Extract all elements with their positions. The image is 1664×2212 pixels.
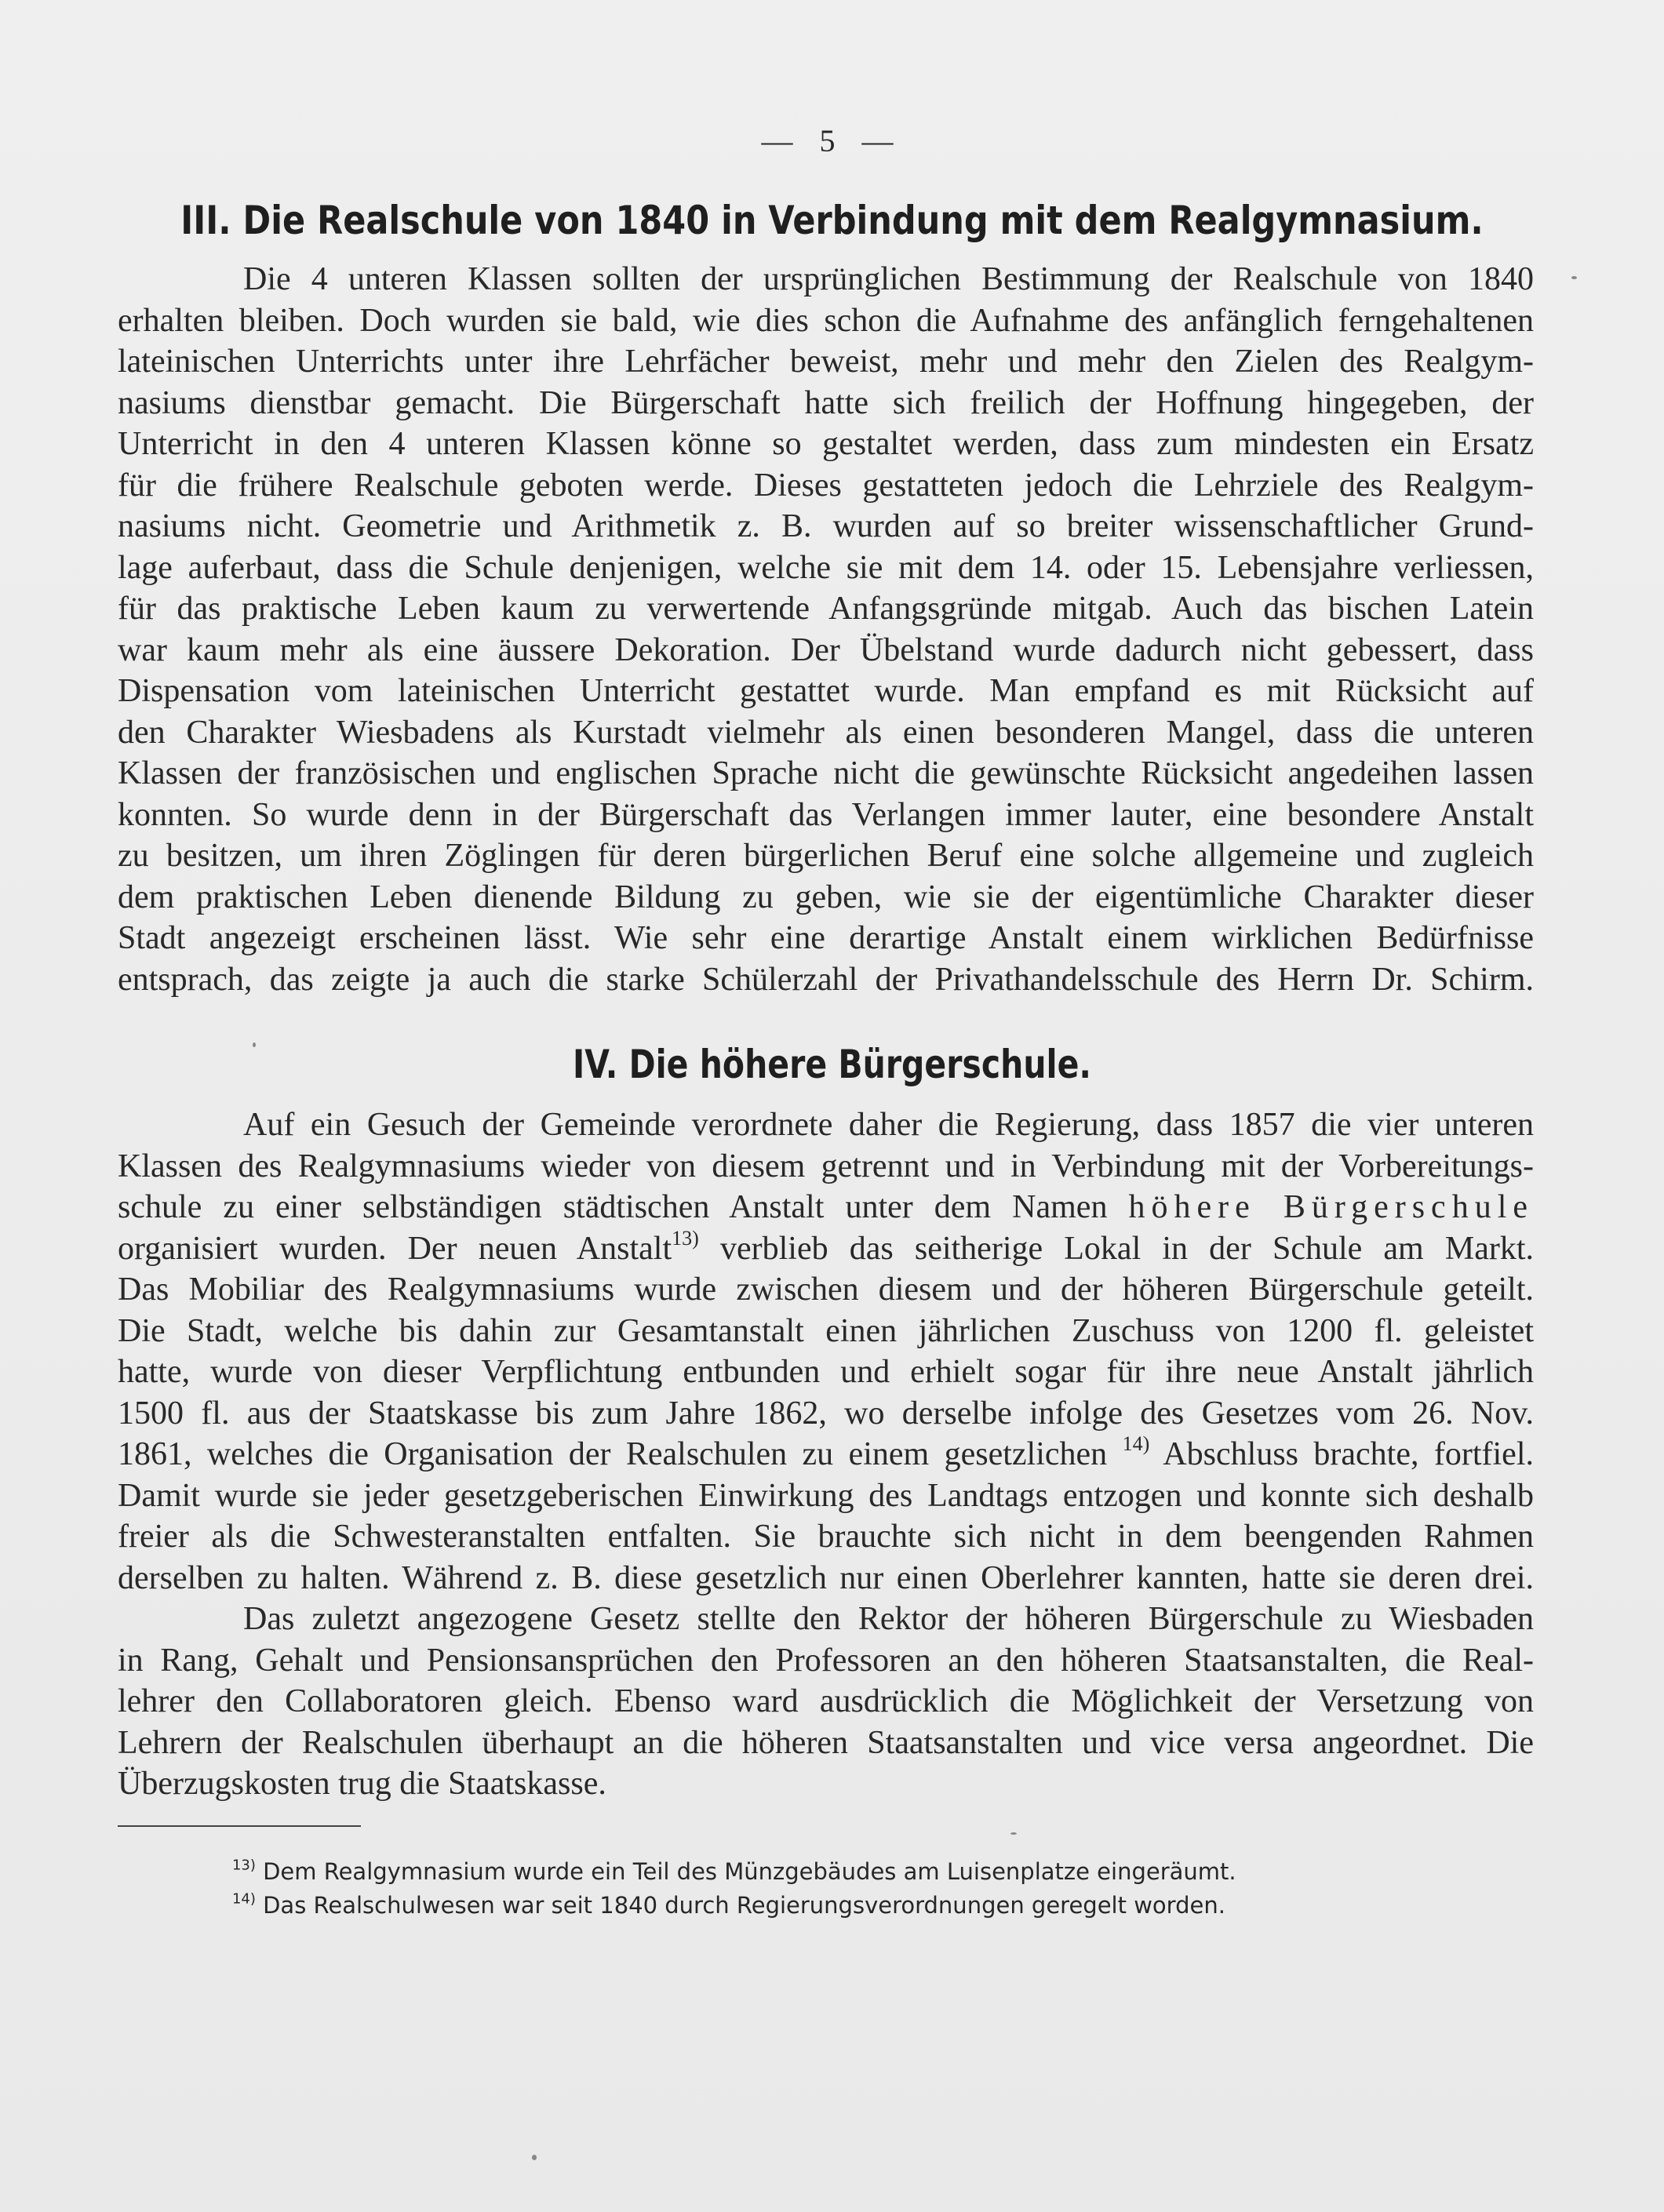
footnote-mark: 13) (232, 1857, 256, 1874)
text-line: für das praktische Leben kaum zu verwertende Anfangsgründe mitgab. Auch das bischen Latein (118, 591, 1534, 627)
section-4-heading: IV. Die höhere Bürgerschule. (573, 1042, 1091, 1087)
text-line: zu besitzen, um ihren Zöglingen für deren bürgerlichen Beruf eine solche allgemeine und zugleich (118, 838, 1534, 874)
section-3-paragraph (118, 259, 1534, 1000)
text-line: für die frühere Realschule geboten werde. Dieses gestatteten jedoch die Lehrziele des Realgym- (118, 467, 1534, 504)
scan-speck (1010, 1832, 1017, 1835)
text-line: Unterricht in den 4 unteren Klassen könne so gestaltet werden, dass zum mindesten ein Ersatz (118, 426, 1534, 462)
scan-speck (532, 2155, 537, 2160)
text-line: freier als die Schwesteranstalten entfalten. Sie brauchte sich nicht in dem beengenden Rahmen (118, 1519, 1534, 1555)
footnote-text: Das Realschulwesen war seit 1840 durch Regierungsverordnungen geregelt worden. (263, 1892, 1225, 1919)
text-line: Die 4 unteren Klassen sollten der ursprünglichen Bestimmung der Realschule von 1840 (243, 261, 1534, 297)
text-line: dem praktischen Leben dienende Bildung zu geben, wie sie der eigentümliche Charakter dieser (118, 879, 1534, 915)
footnote-divider (118, 1825, 361, 1827)
text-line: 1500 fl. aus der Staatskasse bis zum Jahre 1862, wo derselbe infolge des Gesetzes vom 26. Nov. (118, 1395, 1534, 1432)
footnote-13-reference: 13) (672, 1228, 699, 1250)
scan-speck (253, 1042, 256, 1047)
text-line: den Charakter Wiesbadens als Kurstadt vielmehr als einen besonderen Mangel, dass die unteren (118, 714, 1534, 751)
text-line: Das Mobiliar des Realgymnasiums wurde zwischen diesem und der höheren Bürgerschule geteilt. (118, 1272, 1534, 1308)
section-4-paragraph-1 (118, 1104, 1534, 1599)
footnotes (232, 1855, 1487, 1923)
section-4-paragraph-2 (118, 1599, 1534, 1805)
text-line: Die Stadt, welche bis dahin zur Gesamtanstalt einen jährlichen Zuschuss von 1200 fl. geleistet (118, 1312, 1534, 1349)
text-line: lage auferbaut, dass die Schule denjenigen, welche sie mit dem 14. oder 15. Lebensjahre verliessen, (118, 549, 1534, 586)
text-line: erhalten bleiben. Doch wurden sie bald, wie dies schon die Aufnahme des anfänglich ferngehaltenen (118, 302, 1534, 339)
text-line: Damit wurde sie jeder gesetzgeberischen Einwirkung des Landtags entzogen und konnte sich deshalb (118, 1477, 1534, 1514)
page-number: — 5 — (761, 123, 903, 158)
text-line: Das zuletzt angezogene Gesetz stellte den Rektor der höheren Bürgerschule zu Wiesbaden (243, 1601, 1534, 1637)
text-line: nasiums nicht. Geometrie und Arithmetik z. B. wurden auf so breiter wissenschaftlicher Grund- (118, 508, 1534, 544)
text-line: Überzugskosten trug die Staatskasse. (118, 1766, 606, 1802)
text-line: Dispensation vom lateinischen Unterricht gestattet wurde. Man empfand es mit Rücksicht auf (118, 673, 1534, 709)
text-line: Klassen des Realgymnasiums wieder von diesem getrennt und in Verbindung mit der Vorbereitungs- (118, 1148, 1534, 1184)
footnote-text: Dem Realgymnasium wurde ein Teil des Münzgebäudes am Luisenplatze eingeräumt. (263, 1858, 1236, 1885)
text-line: lateinischen Unterrichts unter ihre Lehrfächer beweist, mehr und mehr den Zielen des Realgym- (118, 344, 1534, 380)
text-line: Lehrern der Realschulen überhaupt an die höheren Staatsanstalten und vice versa angeordnet. Die (118, 1724, 1534, 1761)
text-line: in Rang, Gehalt und Pensionsansprüchen den Professoren an den höheren Staatsanstalten, die Real- (118, 1642, 1534, 1679)
footnote-14-reference: 14) (1122, 1434, 1150, 1455)
text-line: war kaum mehr als eine äussere Dekoration. Der Übelstand wurde dadurch nicht gebessert, dass (118, 631, 1534, 668)
text-line (118, 1434, 1534, 1475)
text-line: nasiums dienstbar gemacht. Die Bürgerschaft hatte sich freilich der Hoffnung hingegeben, der (118, 384, 1534, 421)
footnote-13 (232, 1855, 1487, 1889)
text-line: Auf ein Gesuch der Gemeinde verordnete daher die Regierung, dass 1857 die vier unteren (243, 1107, 1534, 1143)
text-segment: Abschluss brachte, fortfiel. (1163, 1436, 1534, 1472)
emphasized-school-name: höhere Bürgerschule (1128, 1189, 1534, 1225)
text-line: hatte, wurde von dieser Verpflichtung entbunden und erhielt sogar für ihre neue Anstalt jährlich (118, 1354, 1534, 1390)
text-line: lehrer den Collaboratoren gleich. Ebenso ward ausdrücklich die Möglichkeit der Versetzung von (118, 1683, 1534, 1719)
text-line: entsprach, das zeigte ja auch die starke Schülerzahl der Privathandelsschule des Herrn Dr. Schirm. (118, 961, 1534, 998)
text-segment: verblieb das seitherige Lokal in der Schule am Markt. (719, 1230, 1534, 1267)
text-line: konnten. So wurde denn in der Bürgerschaft das Verlangen immer lauter, eine besondere Anstalt (118, 796, 1534, 833)
text-segment: organisiert wurden. Der neuen Anstalt (118, 1230, 672, 1267)
footnote-mark: 14) (232, 1890, 256, 1908)
text-line: Stadt angezeigt erscheinen lässt. Wie sehr eine derartige Anstalt einem wirklichen Bedürfnisse (118, 920, 1534, 956)
footnote-14 (232, 1889, 1487, 1923)
text-line: Klassen der französischen und englischen Sprache nicht die gewünschte Rücksicht angedeihen lassen (118, 755, 1534, 791)
section-3-heading: III. Die Realschule von 1840 in Verbindung mit dem Realgymnasium. (180, 198, 1484, 243)
text-segment: 1861, welches die Organisation der Realschulen zu einem gesetzlichen (118, 1436, 1108, 1472)
text-line (118, 1187, 1534, 1228)
text-line: derselben zu halten. Während z. B. diese gesetzlich nur einen Oberlehrer kannten, hatte sie deren drei. (118, 1559, 1534, 1596)
scan-speck (1571, 276, 1577, 279)
text-line (118, 1228, 1534, 1270)
text-segment: schule zu einer selbständigen städtischen Anstalt unter dem Namen (118, 1189, 1108, 1225)
